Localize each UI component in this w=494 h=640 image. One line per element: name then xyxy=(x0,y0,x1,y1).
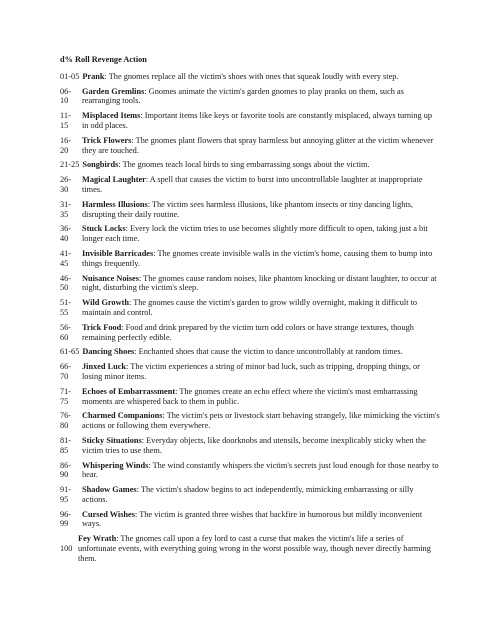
row-body xyxy=(82,485,440,505)
action-name: Dancing Shoes xyxy=(82,347,135,357)
table-rows xyxy=(60,72,440,564)
table-row xyxy=(60,87,440,107)
table-row xyxy=(60,461,440,481)
action-name: Charmed Companions xyxy=(82,411,163,421)
name-separator: : xyxy=(140,111,145,121)
name-separator: : xyxy=(104,71,109,81)
row-body xyxy=(82,87,440,107)
action-name: Misplaced Items xyxy=(82,111,141,121)
name-separator: : xyxy=(175,386,180,396)
action-description: The victim is granted three wishes that backfire in humorous but mildly inconvenient ways. xyxy=(82,509,423,529)
action-name: Trick Flowers xyxy=(82,135,132,145)
table-row xyxy=(60,387,440,407)
roll-range: 61-65 xyxy=(60,347,80,357)
table-header: d% Roll Revenge Action xyxy=(60,55,147,64)
roll-range: 66- 70 xyxy=(60,362,72,381)
row-body xyxy=(82,387,440,407)
name-separator: : xyxy=(144,86,149,96)
table-row xyxy=(60,436,440,456)
action-description: Important items like keys or favorite tools are constantly misplaced, always turning up in odd places. xyxy=(82,111,433,130)
roll-range: 36- 40 xyxy=(60,224,72,244)
row-body xyxy=(82,136,440,156)
action-name: Harmless Illusions xyxy=(82,199,148,209)
table-row xyxy=(60,111,440,131)
action-name: Stuck Locks xyxy=(82,224,126,234)
roll-range: 01-05 xyxy=(60,71,80,81)
action-name: Songbirds xyxy=(82,160,119,170)
table-row xyxy=(60,72,440,82)
roll-range: 100 xyxy=(60,544,73,554)
roll-range: 06- 10 xyxy=(60,86,72,106)
action-name: Shadow Games xyxy=(82,485,137,495)
action-description: The gnomes cause the victim's garden to grow wildly overnight, making it difficult to maintain and control. xyxy=(82,298,418,317)
action-name: Fey Wrath xyxy=(78,534,117,544)
action-name: Nuisance Noises xyxy=(82,273,139,283)
roll-range: 76- 80 xyxy=(60,411,72,431)
row-body xyxy=(82,175,440,195)
action-description: The victim's shadow begins to act independently, mimicking embarrassing or silly actions. xyxy=(82,485,414,504)
action-description: The gnomes replace all the victim's shoes with ones that squeak loudly with every step. xyxy=(108,71,399,81)
roll-range: 91- 95 xyxy=(60,485,72,504)
action-name: Wild Growth xyxy=(82,298,129,308)
roll-range: 81- 85 xyxy=(60,435,72,455)
table-row xyxy=(60,160,440,170)
action-name: Whispering Winds xyxy=(82,460,149,470)
roll-range: 51- 55 xyxy=(60,298,72,317)
table-row xyxy=(60,200,440,220)
name-separator: : xyxy=(141,435,147,445)
row-body xyxy=(82,249,440,269)
action-name: Invisible Barricades xyxy=(82,248,154,258)
row-body xyxy=(82,323,440,343)
roll-range: 21-25 xyxy=(60,160,80,170)
row-body xyxy=(82,200,440,220)
roll-range: 71- 75 xyxy=(60,386,72,406)
action-description: Everyday objects, like doorknobs and utensils, become inexplicably sticky when the victim tries to use them. xyxy=(82,435,426,455)
roll-range: 31- 35 xyxy=(60,199,72,219)
row-body xyxy=(82,298,440,318)
table-row xyxy=(60,485,440,505)
row-body xyxy=(82,274,440,294)
name-separator: : xyxy=(131,135,136,145)
action-description: The gnomes plant flowers that spray harmless but annoying glitter at the victim whenever they are touched. xyxy=(82,135,434,155)
roll-range: 26- 30 xyxy=(60,175,72,194)
action-description: Food and drink prepared by the victim turn odd colors or have strange textures, though remaining perfectly edible. xyxy=(82,322,414,342)
row-body xyxy=(82,510,440,530)
action-description: The gnomes create invisible walls in the victim's home, causing them to bump into things frequently. xyxy=(82,248,433,268)
action-name: Trick Food xyxy=(82,322,122,332)
table-row xyxy=(60,323,440,343)
name-separator: : xyxy=(121,322,126,332)
table-row xyxy=(60,175,440,195)
table-row xyxy=(60,274,440,294)
action-description: The victim sees harmless illusions, like phantom insects or tiny dancing lights, disrupting their daily routine. xyxy=(82,199,414,219)
row-body xyxy=(82,347,440,357)
name-separator: : xyxy=(138,273,144,283)
name-separator: : xyxy=(125,224,130,234)
action-name: Jinxed Luck xyxy=(82,362,127,372)
action-name: Magical Laughter xyxy=(82,175,146,185)
name-separator: : xyxy=(116,534,121,544)
row-body xyxy=(82,436,440,456)
row-body xyxy=(82,411,440,431)
table-row xyxy=(60,510,440,530)
table-row xyxy=(60,298,440,318)
action-description: The victim experiences a string of minor bad luck, such as tripping, dropping things, or losing minor items. xyxy=(82,362,420,381)
name-separator: : xyxy=(136,485,141,495)
roll-range: 41- 45 xyxy=(60,248,72,268)
action-description: Enchanted shoes that cause the victim to dance uncontrollably at random times. xyxy=(138,347,403,357)
name-separator: : xyxy=(147,199,152,209)
action-description: Every lock the victim tries to use becomes slightly more difficult to open, taking just a bit longer each time. xyxy=(82,224,428,244)
name-separator: : xyxy=(128,298,134,308)
action-description: The wind constantly whispers the victim's secrets just loud enough for those nearby to hear. xyxy=(82,460,439,480)
name-separator: : xyxy=(148,460,153,470)
row-body xyxy=(82,72,440,82)
name-separator: : xyxy=(145,175,150,185)
action-name: Prank xyxy=(82,71,105,81)
row-body xyxy=(82,362,440,382)
action-description: The gnomes teach local birds to sing embarrassing songs about the victim. xyxy=(122,160,370,170)
roll-range: 46- 50 xyxy=(60,273,72,293)
table-row xyxy=(60,224,440,244)
table-row xyxy=(60,136,440,156)
name-separator: : xyxy=(118,160,123,170)
name-separator: : xyxy=(134,347,139,357)
action-description: The gnomes cause random noises, like phantom knocking or distant laughter, to occur at night, disturbing the victim's sleep. xyxy=(82,273,437,293)
roll-range: 11- 15 xyxy=(60,111,71,130)
action-description: Gnomes animate the victim's garden gnomes to play pranks on them, such as rearranging tools. xyxy=(82,86,404,106)
row-body xyxy=(78,534,440,563)
name-separator: : xyxy=(126,362,131,372)
roll-range: 96- 99 xyxy=(60,509,72,529)
roll-range: 86- 90 xyxy=(60,460,72,480)
action-name: Sticky Situations xyxy=(82,435,142,445)
action-name: Echoes of Embarrassment xyxy=(82,386,176,396)
name-separator: : xyxy=(162,411,167,421)
row-body xyxy=(82,461,440,481)
name-separator: : xyxy=(134,509,140,519)
action-description: The gnomes call upon a fey lord to cast a curse that makes the victim's life a series of unfortunate events, with everything going wrong in the worst possible way, though never directly harming them. xyxy=(78,534,431,563)
name-separator: : xyxy=(153,248,158,258)
action-description: A spell that causes the victim to burst into uncontrollable laughter at inappropriate times. xyxy=(82,175,423,194)
revenge-table xyxy=(60,55,440,569)
table-row xyxy=(60,249,440,269)
table-row xyxy=(60,534,440,563)
table-row xyxy=(60,362,440,382)
row-body xyxy=(82,111,440,131)
action-name: Cursed Wishes xyxy=(82,509,135,519)
roll-range: 16- 20 xyxy=(60,135,72,155)
row-body xyxy=(82,224,440,244)
table-row xyxy=(60,347,440,357)
roll-range: 56- 60 xyxy=(60,322,72,342)
action-description: The victim's pets or livestock start behaving strangely, like mimicking the victim's actions or following them everywhere. xyxy=(82,411,440,431)
action-name: Garden Gremlins xyxy=(82,86,145,96)
table-row xyxy=(60,411,440,431)
row-body xyxy=(82,160,440,170)
action-description: The gnomes create an echo effect where the victim's most embarrassing moments are whispered back to them in public. xyxy=(82,386,418,406)
